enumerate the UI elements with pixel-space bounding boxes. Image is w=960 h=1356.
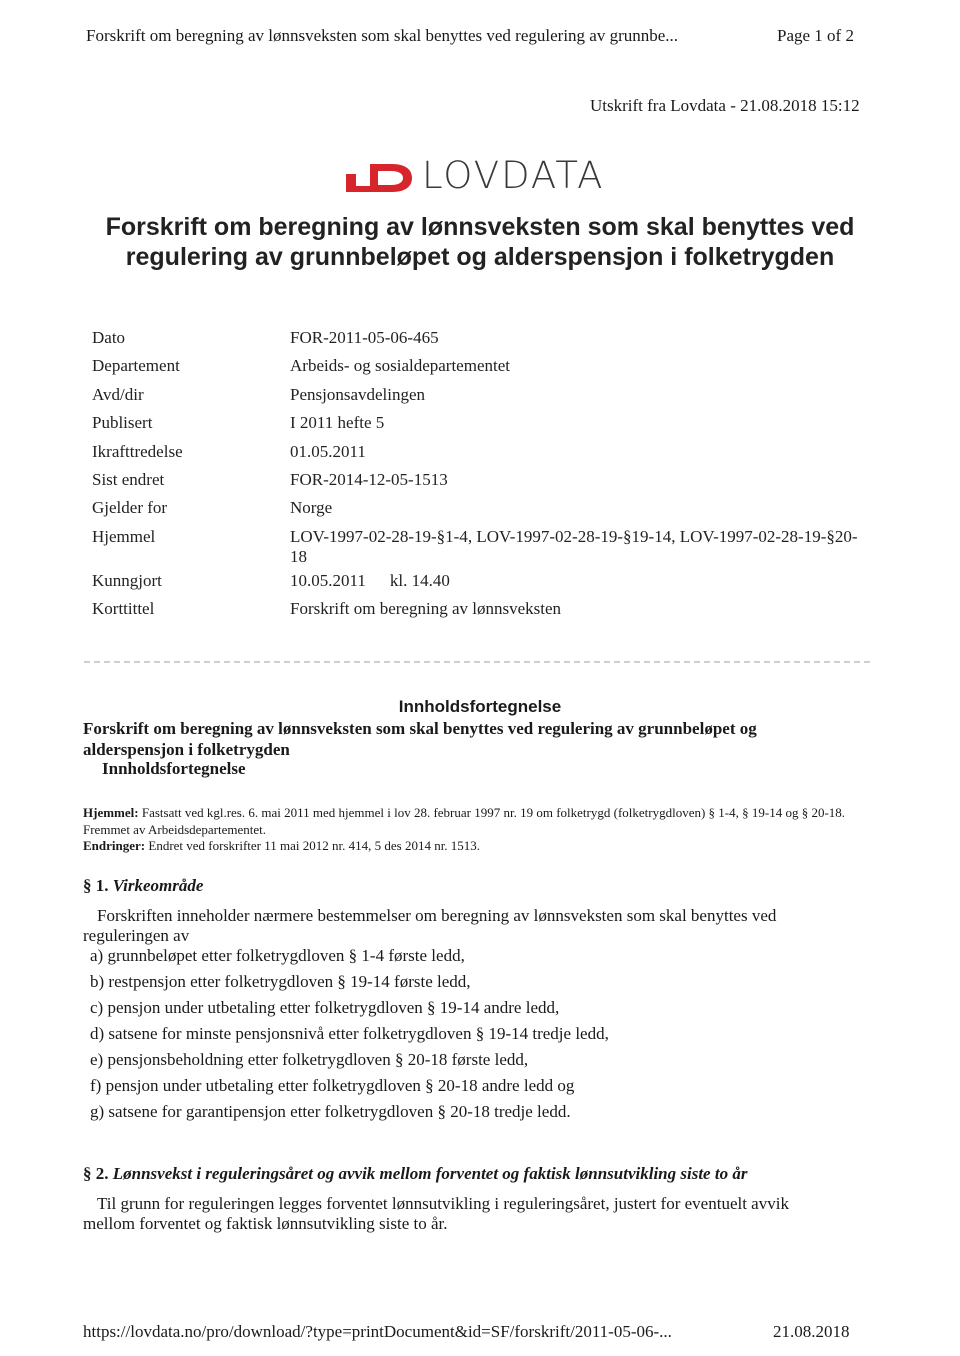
- section-1-title: Virkeområde: [112, 876, 204, 895]
- list-item: a) grunnbeløpet etter folketrygdloven § 1-4 første ledd,: [90, 946, 465, 965]
- section-2-heading: [83, 1164, 747, 1184]
- section-1-number: § 1.: [83, 876, 109, 895]
- footer-date: 21.08.2018: [773, 1322, 850, 1341]
- metadata-key: Gjelder for: [92, 498, 168, 518]
- metadata-row: [92, 438, 872, 466]
- list-item: b) restpensjon etter folketrygdloven § 19-14 første ledd,: [90, 972, 471, 991]
- metadata-key: Kunngjort: [92, 570, 162, 590]
- metadata-row: [92, 352, 872, 380]
- hjemmel-text: Fastsatt ved kgl.res. 6. mai 2011 med hjemmel i lov 28. februar 1997 nr. 19 om folketrygd (folketrygdloven) § 1-4, § 19-14 og § 20-18. Fremmet av Arbeidsdepartementet.: [83, 805, 846, 837]
- metadata-key: Avd/dir: [92, 384, 144, 404]
- list-item: d) satsene for minste pensjonsnivå etter folketrygdloven § 19-14 tredje ledd,: [90, 1024, 609, 1043]
- section-1-heading: [83, 876, 203, 896]
- metadata-row: [92, 494, 872, 522]
- metadata-value: Forskrift om beregning av lønnsveksten: [290, 599, 562, 619]
- list-item: f) pensjon under utbetaling etter folketrygdloven § 20-18 andre ledd og: [90, 1076, 575, 1095]
- toc-link-document[interactable]: Forskrift om beregning av lønnsveksten som skal benyttes ved regulering av grunnbeløpet og alderspensjon i folketrygden: [83, 719, 757, 759]
- section-1-list: [90, 945, 609, 1127]
- metadata-key: Hjemmel: [92, 526, 156, 546]
- document-title: [60, 212, 900, 272]
- list-item: g) satsene for garantipensjon etter folketrygdloven § 20-18 tredje ledd.: [90, 1102, 571, 1121]
- metadata-key: Dato: [92, 328, 126, 347]
- metadata-value: FOR-2014-12-05-1513: [290, 469, 448, 489]
- section-2-text: Til grunn for reguleringen legges forventet lønnsutvikling i reguleringsåret, justert for eventuelt avvik mellom forventet og faktisk lønnsutvikling siste to år.: [83, 1194, 789, 1233]
- section-1-intro: Forskriften inneholder nærmere bestemmelser om beregning av lønnsveksten som skal benyttes ved reguleringen av: [83, 906, 777, 945]
- metadata-value: FOR-2011-05-06-465: [290, 328, 439, 347]
- list-item: e) pensjonsbeholdning etter folketrygdloven § 20-18 første ledd,: [90, 1050, 529, 1069]
- metadata-key: Publisert: [92, 413, 153, 433]
- metadata-table: [92, 324, 872, 624]
- metadata-row: [92, 595, 872, 623]
- lovdata-logo-icon: [346, 164, 414, 192]
- print-header-title: Forskrift om beregning av lønnsveksten som skal benyttes ved regulering av grunnbe...: [86, 26, 679, 45]
- section-2-title: Lønnsvekst i reguleringsåret og avvik mellom forventet og faktisk lønnsutvikling siste to år: [112, 1164, 748, 1183]
- list-item: c) pensjon under utbetaling etter folketrygdloven § 19-14 andre ledd,: [90, 998, 560, 1017]
- metadata-value: I 2011 hefte 5: [290, 413, 385, 433]
- endringer-text: Endret ved forskrifter 11 mai 2012 nr. 414, 5 des 2014 nr. 1513.: [148, 838, 481, 853]
- section-divider: [84, 661, 870, 663]
- metadata-value: Pensjonsavdelingen: [290, 384, 426, 404]
- hjemmel-label: Hjemmel:: [83, 805, 139, 820]
- metadata-row: [92, 324, 872, 352]
- metadata-value: 10.05.2011: [290, 570, 366, 590]
- metadata-value: 01.05.2011: [290, 441, 366, 461]
- metadata-key: Ikrafttredelse: [92, 441, 183, 461]
- metadata-value: Arbeids- og sosialdepartementet: [290, 356, 510, 376]
- metadata-value: Norge: [290, 498, 333, 518]
- toc-heading: Innholdsfortegnelse: [398, 697, 562, 716]
- metadata-value-time: kl. 14.40: [389, 570, 450, 590]
- endringer-label: Endringer:: [83, 838, 146, 853]
- document-title-line: Forskrift om beregning av lønnsveksten som skal benyttes ved: [105, 213, 855, 241]
- metadata-key: Korttittel: [92, 599, 155, 619]
- document-title-line: regulering av grunnbeløpet og alderspensjon i folketrygden: [125, 243, 835, 271]
- print-timestamp: Utskrift fra Lovdata - 21.08.2018 15:12: [590, 96, 860, 115]
- endringer-note: [83, 838, 883, 855]
- metadata-row: [92, 523, 872, 567]
- metadata-row: [92, 466, 872, 494]
- metadata-row: [92, 567, 872, 595]
- metadata-row: [92, 409, 872, 437]
- lovdata-logo-text: LOVDATA: [422, 154, 605, 197]
- toc-link-contents[interactable]: Innholdsfortegnelse: [102, 759, 246, 778]
- print-page-number: Page 1 of 2: [777, 26, 854, 45]
- metadata-key: Departement: [92, 356, 180, 376]
- metadata-row: [92, 381, 872, 409]
- footer-url: https://lovdata.no/pro/download/?type=printDocument&id=SF/forskrift/2011-05-06-...: [83, 1322, 672, 1341]
- hjemmel-note: [83, 805, 883, 838]
- metadata-key: Sist endret: [92, 469, 165, 489]
- metadata-value-group: [290, 567, 872, 595]
- metadata-value: LOV-1997-02-28-19-§1-4, LOV-1997-02-28-19-§19-14, LOV-1997-02-28-19-§20-18: [290, 526, 858, 566]
- section-2-number: § 2.: [83, 1164, 109, 1183]
